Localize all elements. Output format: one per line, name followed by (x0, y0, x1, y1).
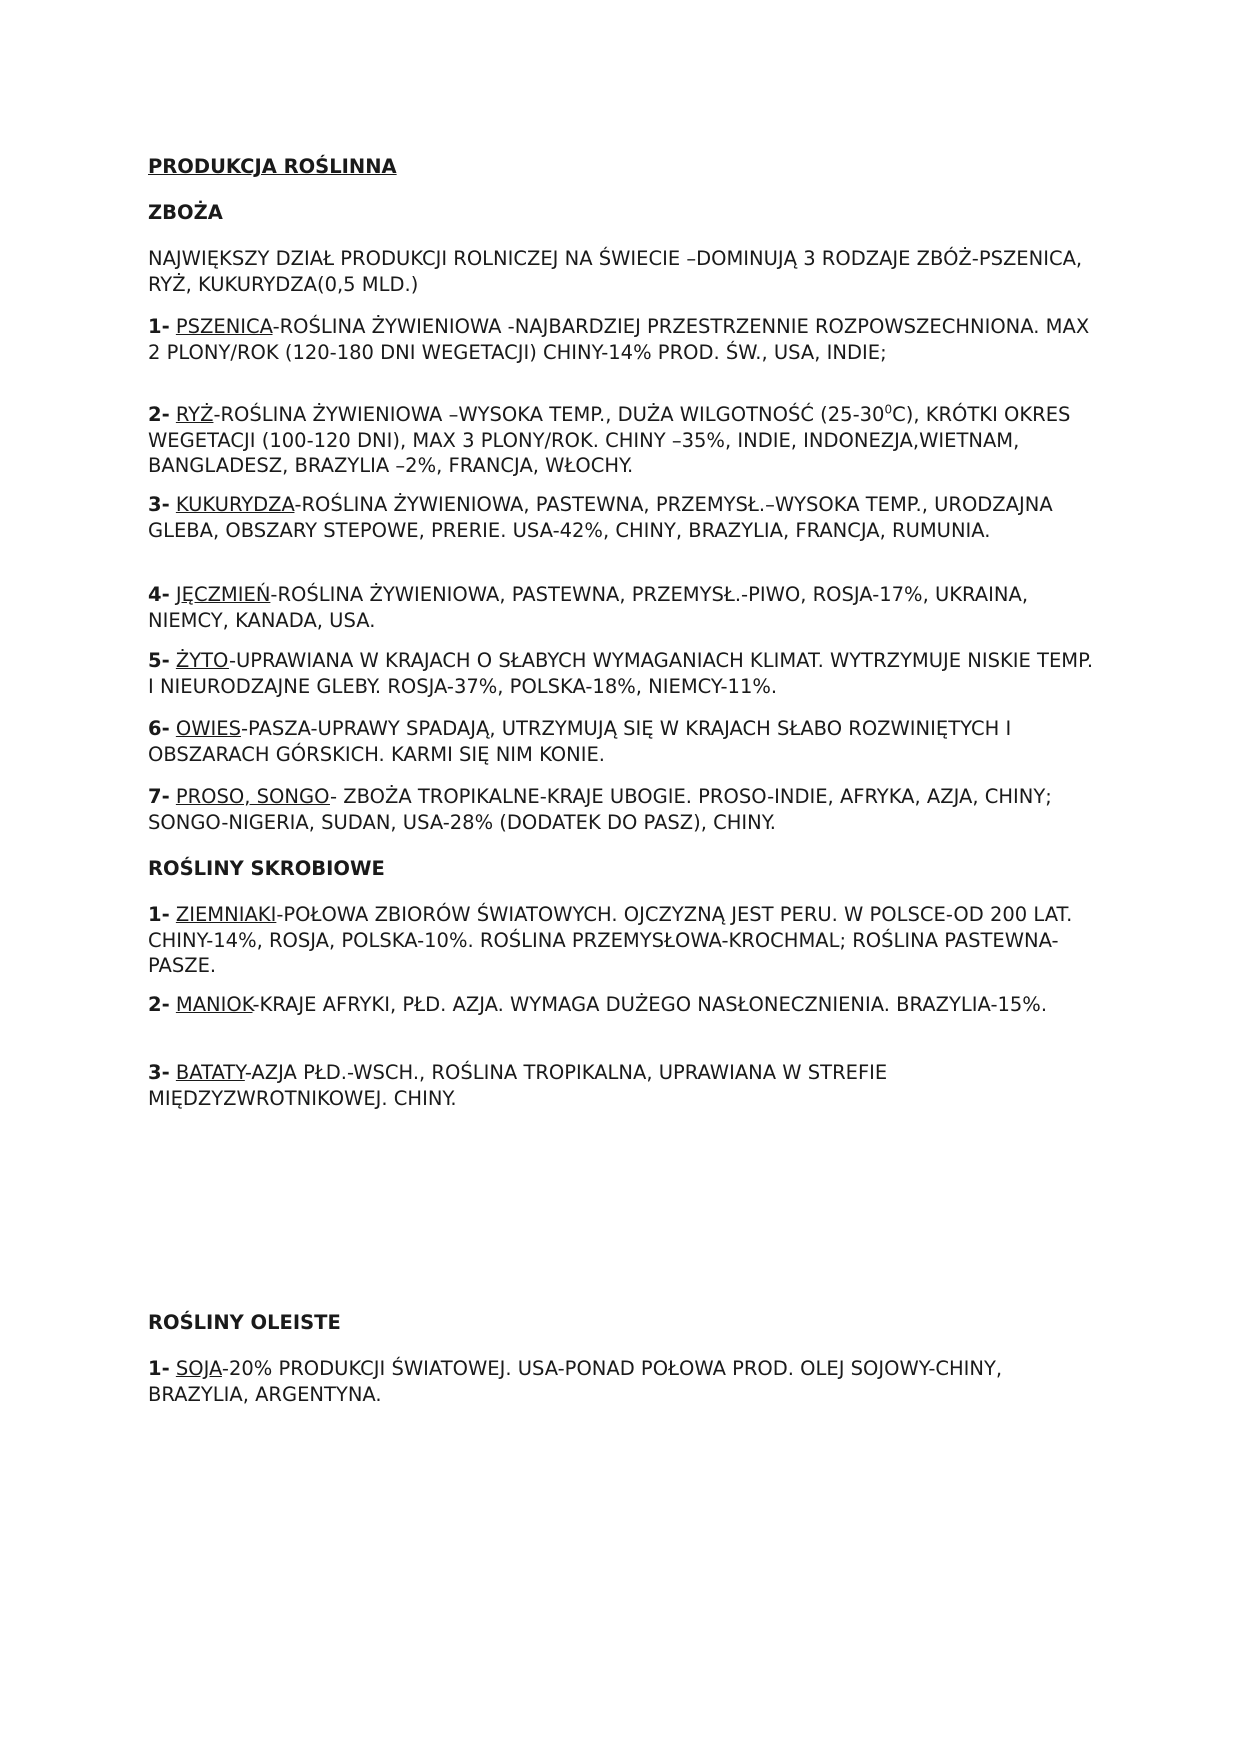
item-keyword: ZIEMNIAKI (175, 903, 277, 926)
list-item: 5- ŻYTO-UPRAWIANA W KRAJACH O SŁABYCH WYMAGANIACH KLIMAT. WYTRZYMUJE NISKIE TEMP. I NIEURODZAJNE GLEBY. ROSJA-37%, POLSKA-18%, NIEMCY-11%. (148, 649, 1094, 698)
item-keyword: PROSO, SONGO (175, 785, 330, 808)
item-keyword: BATATY (175, 1061, 245, 1084)
item-keyword: PSZENICA (175, 315, 273, 338)
item-keyword: KUKURYDZA (175, 493, 295, 516)
superscript: 0 (884, 402, 893, 417)
list-item: 2- MANIOK-KRAJE AFRYKI, PŁD. AZJA. WYMAGA DUŻEGO NASŁONECZNIENIA. BRAZYLIA-15%. (148, 993, 1048, 1016)
list-item: 1- ZIEMNIAKI-POŁOWA ZBIORÓW ŚWIATOWYCH. OJCZYZNĄ JEST PERU. W POLSCE-OD 200 LAT. CHINY-14%, ROSJA, POLSKA-10%. ROŚLINA PRZEMYSŁOWA-KROCHMAL; ROŚLINA PASTEWNA-PASZE. (148, 903, 1073, 977)
list-item: 7- PROSO, SONGO- ZBOŻA TROPIKALNE-KRAJE UBOGIE. PROSO-INDIE, AFRYKA, AZJA, CHINY; SONGO-NIGERIA, SUDAN, USA-28% (DODATEK DO PASZ), CHINY. (148, 785, 1052, 834)
item-keyword: OWIES (175, 717, 241, 740)
section-heading-skrobiowe: ROŚLINY SKROBIOWE (148, 857, 385, 880)
item-keyword: SOJA (175, 1357, 222, 1380)
section-heading-oleiste: ROŚLINY OLEISTE (148, 1311, 341, 1334)
document-title: PRODUKCJA ROŚLINNA (148, 155, 397, 178)
list-item: 1- SOJA-20% PRODUKCJI ŚWIATOWEJ. USA-PONAD POŁOWA PROD. OLEJ SOJOWY-CHINY, BRAZYLIA, ARGENTYNA. (148, 1357, 1003, 1406)
list-item: 3- BATATY-AZJA PŁD.-WSCH., ROŚLINA TROPIKALNA, UPRAWIANA W STREFIE MIĘDZYZWROTNIKOWEJ. CHINY. (148, 1061, 888, 1110)
list-item: 6- OWIES-PASZA-UPRAWY SPADAJĄ, UTRZYMUJĄ SIĘ W KRAJACH SŁABO ROZWINIĘTYCH I OBSZARACH GÓRSKICH. KARMI SIĘ NIM KONIE. (148, 717, 1012, 766)
item-keyword: RYŻ (175, 403, 214, 426)
item-keyword: MANIOK (175, 993, 253, 1016)
list-item: 1- PSZENICA-ROŚLINA ŻYWIENIOWA -NAJBARDZIEJ PRZESTRZENNIE ROZPOWSZECHNIONA. MAX 2 PLONY/ROK (120-180 DNI WEGETACJI) CHINY-14% PROD. ŚW., USA, INDIE; (148, 315, 1090, 364)
item-keyword: JĘCZMIEŃ (175, 583, 271, 606)
list-item: 2- RYŻ-ROŚLINA ŻYWIENIOWA –WYSOKA TEMP., DUŻA WILGOTNOŚĆ $(25-30^0C)$, KRÓTKI OKRES WEGETACJI (100-120 DNI), MAX 3 PLONY/ROK. CHINY –35%, INDIE, INDONEZJA,WIETNAM, BANGLADESZ, BRAZYLIA –2%, FRANCJA, WŁOCHY. (148, 402, 1071, 477)
section-heading-zboza: ZBOŻA (148, 201, 223, 224)
item-keyword: ŻYTO (175, 649, 229, 672)
section-intro: NAJWIĘKSZY DZIAŁ PRODUKCJI ROLNICZEJ NA ŚWIECIE –DOMINUJĄ 3 RODZAJE ZBÓŻ-PSZENICA, RYŻ, KUKURYDZA(0,5 MLD.) (148, 247, 1083, 296)
list-item: 3- KUKURYDZA-ROŚLINA ŻYWIENIOWA, PASTEWNA, PRZEMYSŁ.–WYSOKA TEMP., URODZAJNA GLEBA, OBSZARY STEPOWE, PRERIE. USA-42%, CHINY, BRAZYLIA, FRANCJA, RUMUNIA. (148, 493, 1053, 542)
list-item: 4- JĘCZMIEŃ-ROŚLINA ŻYWIENIOWA, PASTEWNA, PRZEMYSŁ.-PIWO, ROSJA-17%, UKRAINA, NIEMCY, KANADA, USA. (148, 583, 1029, 632)
